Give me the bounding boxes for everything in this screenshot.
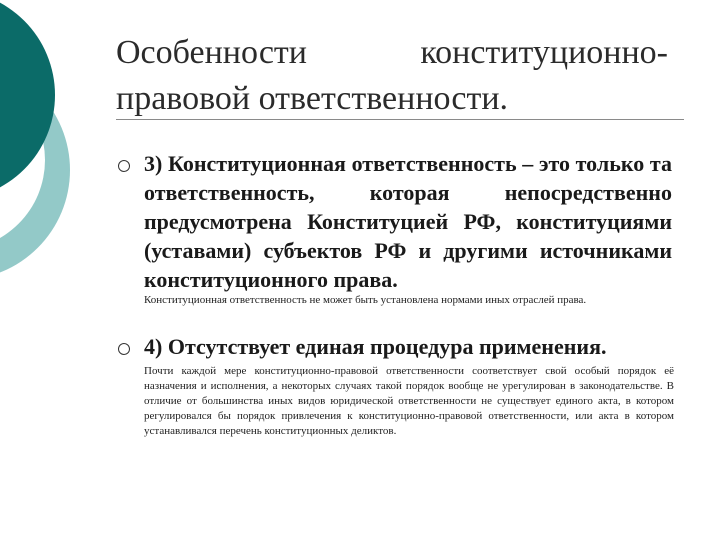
decorative-circles [0, 0, 80, 300]
item-text: 4) Отсутствует единая процедура применения. [144, 334, 607, 359]
title-part2: конституционно- [420, 34, 668, 71]
title-part1: Особенности [116, 34, 307, 71]
slide-title [116, 30, 668, 122]
title-line2: правовой ответственности. [116, 80, 509, 117]
item-note: Конституционная ответственность не может быть установлена нормами иных отраслей права. [144, 294, 587, 306]
bullet-icon [118, 343, 130, 355]
item-text: 3) Конституционная ответственность – это только та ответственность, которая непосредственно предусмотрена Конституцией РФ, конституциями (уставами) субъектов РФ и другими источниками конституционного права. [144, 151, 672, 292]
item-note: Почти каждой мере конституционно-правовой ответственности соответствует свой особый порядок её назначения и исполнения, а некоторых случаях такой порядок вообще не урегулирован в законодательстве. В отличие от большинства иных видов юридической ответственности не существует единого акта, в котором регулировался бы порядок привлечения к конституционно-правовой ответственности, или акта в котором устанавливался перечень конституционных деликтов. [144, 365, 674, 437]
title-divider [116, 119, 684, 120]
bullet-icon [118, 160, 130, 172]
